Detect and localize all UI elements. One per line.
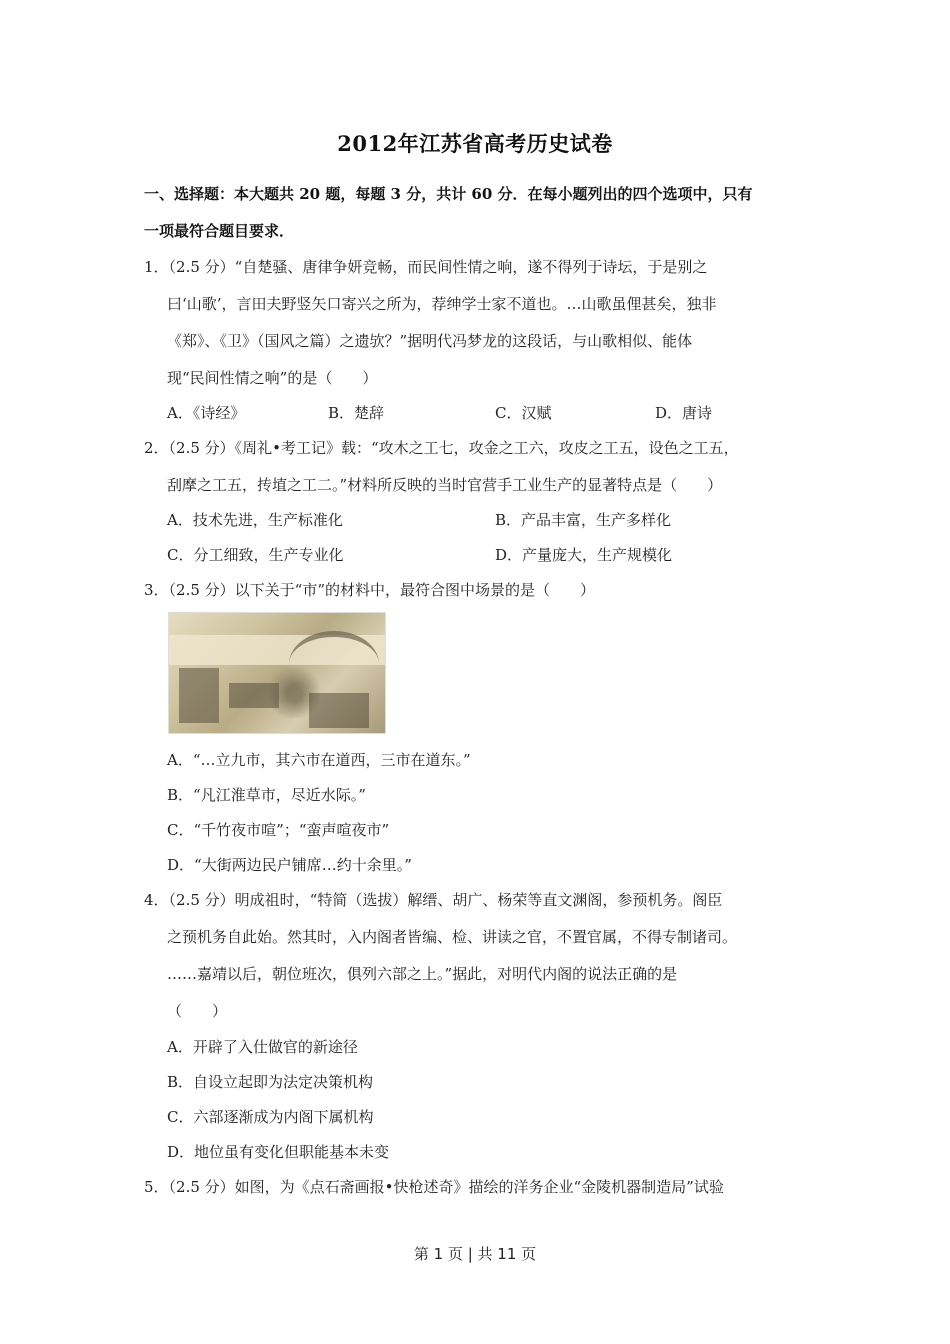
question-text-line: 现“民间性情之响”的是（ ） [167,369,378,387]
question-text-line: 刮摩之工五，抟埴之工二。”材料所反映的当时官营手工业生产的显著特点是（ ） [167,476,723,494]
option-a[interactable]: A．《诗经》 [167,404,246,422]
section-instructions-line-2: 一项最符合题目要求． [144,222,295,240]
question-text-line: 曰‘山歌’，言田夫野竖矢口寄兴之所为，荐绅学士家不道也。…山歌虽俚甚矣，独非 [167,295,717,313]
question-text-line: 1．（2.5 分）“自楚骚、唐律争妍竞畅，而民间性情之响，遂不得列于诗坛，于是别之 [144,258,708,276]
question-text-line: ……嘉靖以后，朝位班次，俱列六部之上。”据此，对明代内阁的说法正确的是 [167,965,678,983]
question-text-line: 5．（2.5 分）如图，为《点石斋画报•快枪述奇》描绘的洋务企业“金陵机器制造局”试验 [144,1178,724,1196]
option-d[interactable]: D．地位虽有变化但职能基本未变 [167,1143,390,1161]
question-text-line: 之预机务自此始。然其时，入内阁者皆编、检、讲读之官，不置官属，不得专制诸司。 [167,928,738,946]
option-c[interactable]: C．六部逐渐成为内阁下属机构 [167,1108,374,1126]
option-c[interactable]: C．汉赋 [495,404,552,422]
question-text-line: 2．（2.5 分）《周礼•考工记》载：“攻木之工七，攻金之工六，攻皮之工五，设色之工五， [144,439,739,457]
option-a[interactable]: A．技术先进，生产标准化 [167,511,343,529]
option-d[interactable]: D．产量庞大，生产规模化 [495,546,673,564]
question-text-line: 《郑》、《卫》（国风之篇）之遗欤？”据明代冯梦龙的这段话，与山歌相似、能体 [167,332,693,350]
option-b[interactable]: B．自设立起即为法定决策机构 [167,1073,374,1091]
option-c[interactable]: C．“千竹夜市喧”；“蛮声喧夜市” [167,821,390,839]
section-instructions-line-1: 一、选择题：本大题共 20 题，每题 3 分，共计 60 分．在每小题列出的四个选项中，只有 [144,185,753,203]
option-b[interactable]: B．楚辞 [328,404,385,422]
page-footer: 第 1 页 | 共 11 页 [413,1245,537,1263]
question-text-line: 4．（2.5 分）明成祖时，“特简（选拔）解缙、胡广、杨荣等直文渊阁，参预机务。阁臣 [144,891,723,909]
option-a[interactable]: A．开辟了入仕做官的新途径 [167,1038,358,1056]
option-d[interactable]: D．唐诗 [655,404,713,422]
question-text-line: 3．（2.5 分）以下关于“市”的材料中，最符合图中场景的是（ ） [144,581,596,599]
page-title: 2012年江苏省高考历史试卷 [337,131,613,156]
question-text-line: （ ） [167,1002,228,1020]
option-b[interactable]: B．“凡江淮草市，尽近水际。” [167,786,366,804]
option-b[interactable]: B．产品丰富，生产多样化 [495,511,672,529]
painting-image [168,612,386,734]
option-c[interactable]: C．分工细致，生产专业化 [167,546,344,564]
option-a[interactable]: A．“…立九市，其六市在道西，三市在道东。” [167,751,471,769]
option-d[interactable]: D．“大街两边民户铺席…约十余里。” [167,856,412,874]
